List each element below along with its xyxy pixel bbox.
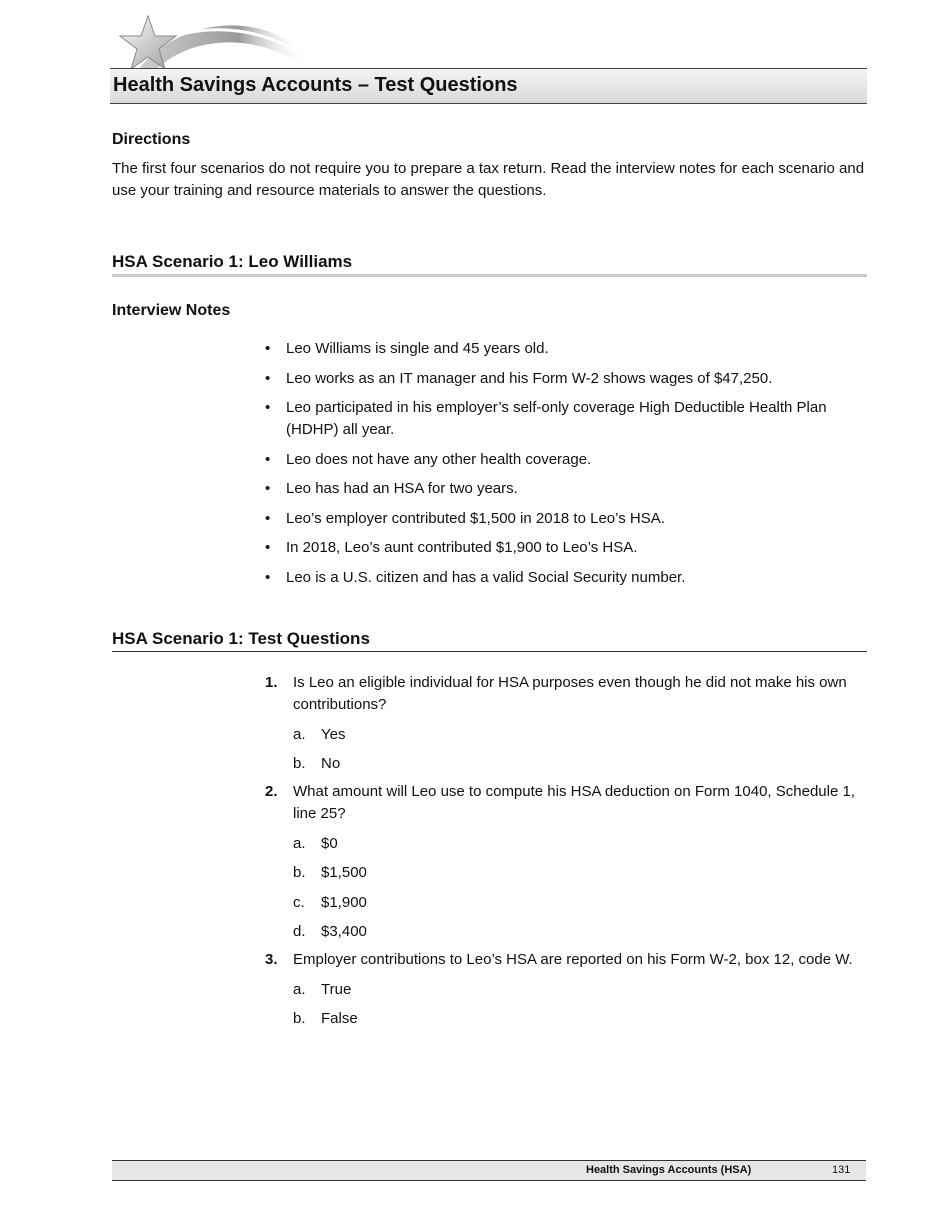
answer-option: c. $1,900 bbox=[293, 893, 367, 911]
question-number: 3. bbox=[265, 951, 278, 968]
test-questions-heading: HSA Scenario 1: Test Questions bbox=[112, 629, 867, 652]
question-number: 2. bbox=[265, 783, 278, 800]
list-item: • Leo Williams is single and 45 years old. bbox=[265, 340, 549, 357]
page-footer bbox=[112, 1160, 866, 1181]
answer-option: a. True bbox=[293, 980, 352, 998]
list-item: • In 2018, Leo’s aunt contributed $1,900 to Leo’s HSA. bbox=[265, 539, 638, 556]
page-title: Health Savings Accounts – Test Questions bbox=[113, 74, 518, 96]
list-item: • Leo’s employer contributed $1,500 in 2018 to Leo’s HSA. bbox=[265, 509, 665, 527]
title-bar bbox=[110, 68, 867, 104]
answer-option: b. False bbox=[293, 1010, 358, 1027]
list-item: • Leo does not have any other health coverage. bbox=[265, 450, 592, 468]
answer-option: d. $3,400 bbox=[293, 923, 367, 940]
directions-heading: Directions bbox=[112, 131, 191, 148]
scenario-heading: HSA Scenario 1: Leo Williams bbox=[112, 252, 867, 277]
footer-title: Health Savings Accounts (HSA) bbox=[586, 1164, 752, 1176]
question-text: Employer contributions to Leo’s HSA are reported on his Form W-2, box 12, code W. bbox=[293, 951, 853, 968]
list-item: • Leo works as an IT manager and his Form W-2 shows wages of $47,250. bbox=[265, 369, 773, 387]
directions-text: The first four scenarios do not require you to prepare a tax return. Read the interview notes for each scenario and use your training and resource materials to answer the questions. bbox=[112, 160, 865, 199]
answer-option: b. $1,500 bbox=[293, 864, 367, 881]
question-3 bbox=[265, 949, 870, 1030]
question-1 bbox=[265, 672, 870, 775]
page-number: 131 bbox=[832, 1164, 851, 1176]
list-item: • Leo is a U.S. citizen and has a valid Social Security number. bbox=[265, 568, 686, 586]
answer-option: a. Yes bbox=[293, 725, 346, 743]
question-2 bbox=[265, 781, 870, 943]
answer-option: b. No bbox=[293, 755, 341, 772]
interview-notes-heading: Interview Notes bbox=[112, 302, 231, 319]
question-number: 1. bbox=[265, 674, 278, 691]
question-text: Is Leo an eligible individual for HSA purposes even though he did not make his own contributions? bbox=[293, 674, 847, 713]
answer-option: a. $0 bbox=[293, 834, 338, 852]
interview-notes-list bbox=[265, 338, 865, 596]
question-text: What amount will Leo use to compute his HSA deduction on Form 1040, Schedule 1, line 25? bbox=[293, 783, 855, 822]
list-item: • Leo participated in his employer’s self-only coverage High Deductible Health Plan (HDHP) all year. bbox=[265, 399, 827, 438]
list-item: • Leo has had an HSA for two years. bbox=[265, 480, 518, 497]
questions-list bbox=[265, 672, 870, 1036]
